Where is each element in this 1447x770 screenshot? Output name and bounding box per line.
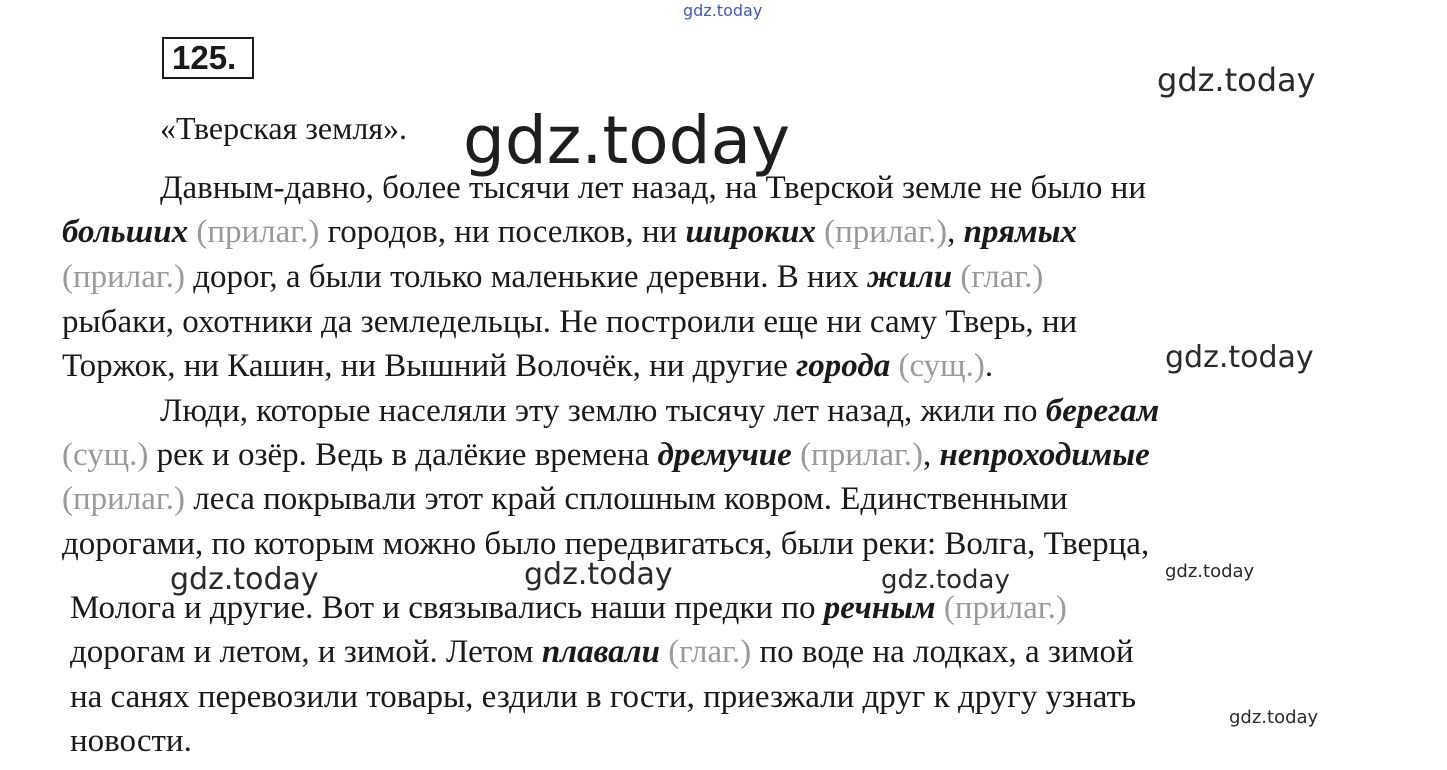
text-line	[70, 636, 1134, 669]
watermark-large: gdz.today	[463, 102, 791, 179]
text-segment: ,	[923, 437, 940, 473]
text-segment: городов, ни поселков, ни	[319, 214, 686, 250]
highlighted-word: плавали	[541, 634, 660, 670]
text-title: «Тверская земля».	[160, 110, 408, 146]
highlighted-word: непроходимые	[939, 437, 1150, 473]
text-segment	[660, 634, 668, 670]
text-segment: новости.	[70, 723, 192, 759]
watermark-right-middle: gdz.today	[1165, 340, 1314, 375]
part-of-speech-note: (глаг.)	[960, 259, 1044, 295]
text-line	[62, 528, 1149, 561]
text-line	[70, 592, 1067, 625]
part-of-speech-note: (прилаг.)	[62, 259, 185, 295]
text-segment: Давным-давно, более тысячи лет назад, на Тверской земле не было ни	[160, 170, 1146, 206]
text-segment: рек и озёр. Ведь в далёкие времена	[148, 437, 658, 473]
highlighted-word: больших	[62, 214, 189, 250]
highlighted-word: речным	[823, 590, 936, 626]
text-segment: .	[984, 348, 994, 384]
watermark-right-top: gdz.today	[1157, 61, 1316, 99]
task-number-box: 125.	[162, 37, 254, 79]
text-line	[62, 483, 1068, 516]
part-of-speech-note: (прилаг.)	[943, 590, 1067, 626]
text-segment: ,	[947, 214, 964, 250]
part-of-speech-note: (прилаг.)	[196, 214, 320, 250]
text-segment: на санях перевозили товары, ездили в гости, приезжали друг к другу узнать	[70, 679, 1137, 715]
text-segment: дорог, а были только маленькие деревни. В них	[184, 259, 868, 295]
highlighted-word: широких	[685, 214, 816, 250]
text-line	[62, 261, 1043, 294]
part-of-speech-note: (глаг.)	[668, 634, 752, 670]
text-segment	[792, 437, 800, 473]
highlighted-word: жили	[867, 259, 953, 295]
text-segment: рыбаки, охотники да земледельцы. Не построили еще ни саму Тверь, ни	[62, 304, 1078, 340]
text-line	[70, 681, 1136, 714]
text-segment: Молога и другие. Вот и связывались наши предки по	[70, 590, 824, 626]
highlighted-word: дремучие	[657, 437, 792, 473]
watermark-row-left: gdz.today	[170, 562, 319, 597]
watermark-bottom-right: gdz.today	[1229, 707, 1319, 728]
highlighted-word: берегам	[1045, 393, 1160, 429]
text-segment	[936, 590, 944, 626]
watermark-top: gdz.today	[683, 1, 763, 20]
text-line	[62, 350, 993, 383]
part-of-speech-note: (прилаг.)	[62, 481, 185, 517]
text-line	[62, 306, 1077, 339]
text-segment: Торжок, ни Кашин, ни Вышний Волочёк, ни другие	[62, 348, 797, 384]
highlighted-word: города	[796, 348, 891, 384]
text-line	[160, 395, 1159, 428]
text-line	[62, 216, 1077, 249]
highlighted-word: прямых	[963, 214, 1078, 250]
part-of-speech-note: (прилаг.)	[800, 437, 924, 473]
text-segment	[816, 214, 824, 250]
text-segment: леса покрывали этот край сплошным ковром. Единственными	[184, 481, 1068, 517]
watermark-row-right: gdz.today	[881, 565, 1010, 595]
text-line	[70, 725, 192, 758]
watermark-row-center: gdz.today	[524, 557, 673, 592]
text-segment: дорогам и летом, и зимой. Летом	[70, 634, 542, 670]
watermark-row-small: gdz.today	[1165, 561, 1255, 582]
text-line	[62, 439, 1150, 472]
part-of-speech-note: (сущ.)	[898, 348, 985, 384]
text-segment: Люди, которые населяли эту землю тысячу лет назад, жили по	[160, 393, 1046, 429]
part-of-speech-note: (прилаг.)	[824, 214, 948, 250]
text-segment: дорогами, по которым можно было передвигаться, были реки: Волга, Тверца,	[62, 526, 1150, 562]
part-of-speech-note: (сущ.)	[62, 437, 149, 473]
text-line	[160, 172, 1146, 205]
text-segment: по воде на лодках, а зимой	[751, 634, 1134, 670]
